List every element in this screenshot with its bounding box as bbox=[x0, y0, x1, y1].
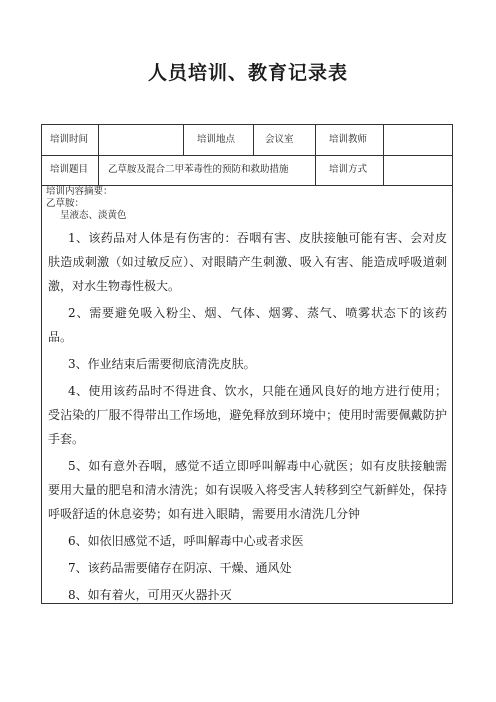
content-paragraph: 2、需要避免吸入粉尘、烟、气体、烟雾、蒸气、喷雾状态下的该药品。 bbox=[48, 306, 447, 344]
training-location-value: 会议室 bbox=[265, 134, 294, 145]
content-paragraph: 8、如有着火，可用灭火器扑灭 bbox=[68, 588, 232, 602]
training-topic-label: 培训题目 bbox=[50, 164, 89, 175]
content-paragraph: 7、该药品需要储存在阴凉、干燥、通风处 bbox=[68, 561, 292, 575]
training-time-label: 培训时间 bbox=[50, 134, 89, 145]
training-method-label: 培训方式 bbox=[329, 164, 368, 175]
training-content-section bbox=[42, 186, 452, 607]
column-divider bbox=[315, 125, 316, 185]
training-topic-value: 乙草胺及混合二甲苯毒性的预防和救助措施 bbox=[108, 164, 289, 175]
trainer-label: 培训教师 bbox=[329, 134, 368, 145]
content-summary-label: 培训内容摘要： bbox=[46, 186, 113, 197]
training-record-form bbox=[41, 124, 453, 604]
substance-name: 乙草胺： bbox=[46, 198, 85, 209]
substance-appearance: 呈液态、淡黄色 bbox=[60, 210, 127, 221]
row-divider bbox=[42, 155, 452, 156]
content-paragraph: 6、如依旧感觉不适，呼叫解毒中心或者求医 bbox=[68, 534, 304, 548]
training-location-label: 培训地点 bbox=[197, 134, 236, 145]
content-paragraph: 1、该药品对人体是有伤害的：吞咽有害、皮肤接触可能有害、会对皮肤造成刺激（如过敏反应）、对眼睛产生刺激、吸入有害、能造成呼吸道刺激，对水生物毒性极大。 bbox=[48, 231, 447, 293]
page-title: 人员培训、教育记录表 bbox=[147, 62, 348, 84]
column-divider bbox=[383, 125, 384, 185]
content-paragraph: 3、作业结束后需要彻底清洗皮肤。 bbox=[68, 357, 256, 371]
column-divider bbox=[253, 125, 254, 155]
content-paragraph: 4、使用该药品时不得进食、饮水，只能在通风良好的地方进行使用；受沾染的厂服不得带出工作场地，避免释放到环境中；使用时需要佩戴防护手套。 bbox=[48, 384, 447, 446]
column-divider bbox=[183, 125, 184, 155]
column-divider bbox=[98, 125, 99, 185]
content-paragraph: 5、如有意外吞咽，感觉不适立即呼叫解毒中心就医；如有皮肤接触需要用大量的肥皂和清水清洗；如有误吸入将受害人转移到空气新鲜处，保持呼吸舒适的休息姿势；如有进入眼睛，需要用水清洗几分钟 bbox=[48, 459, 447, 521]
